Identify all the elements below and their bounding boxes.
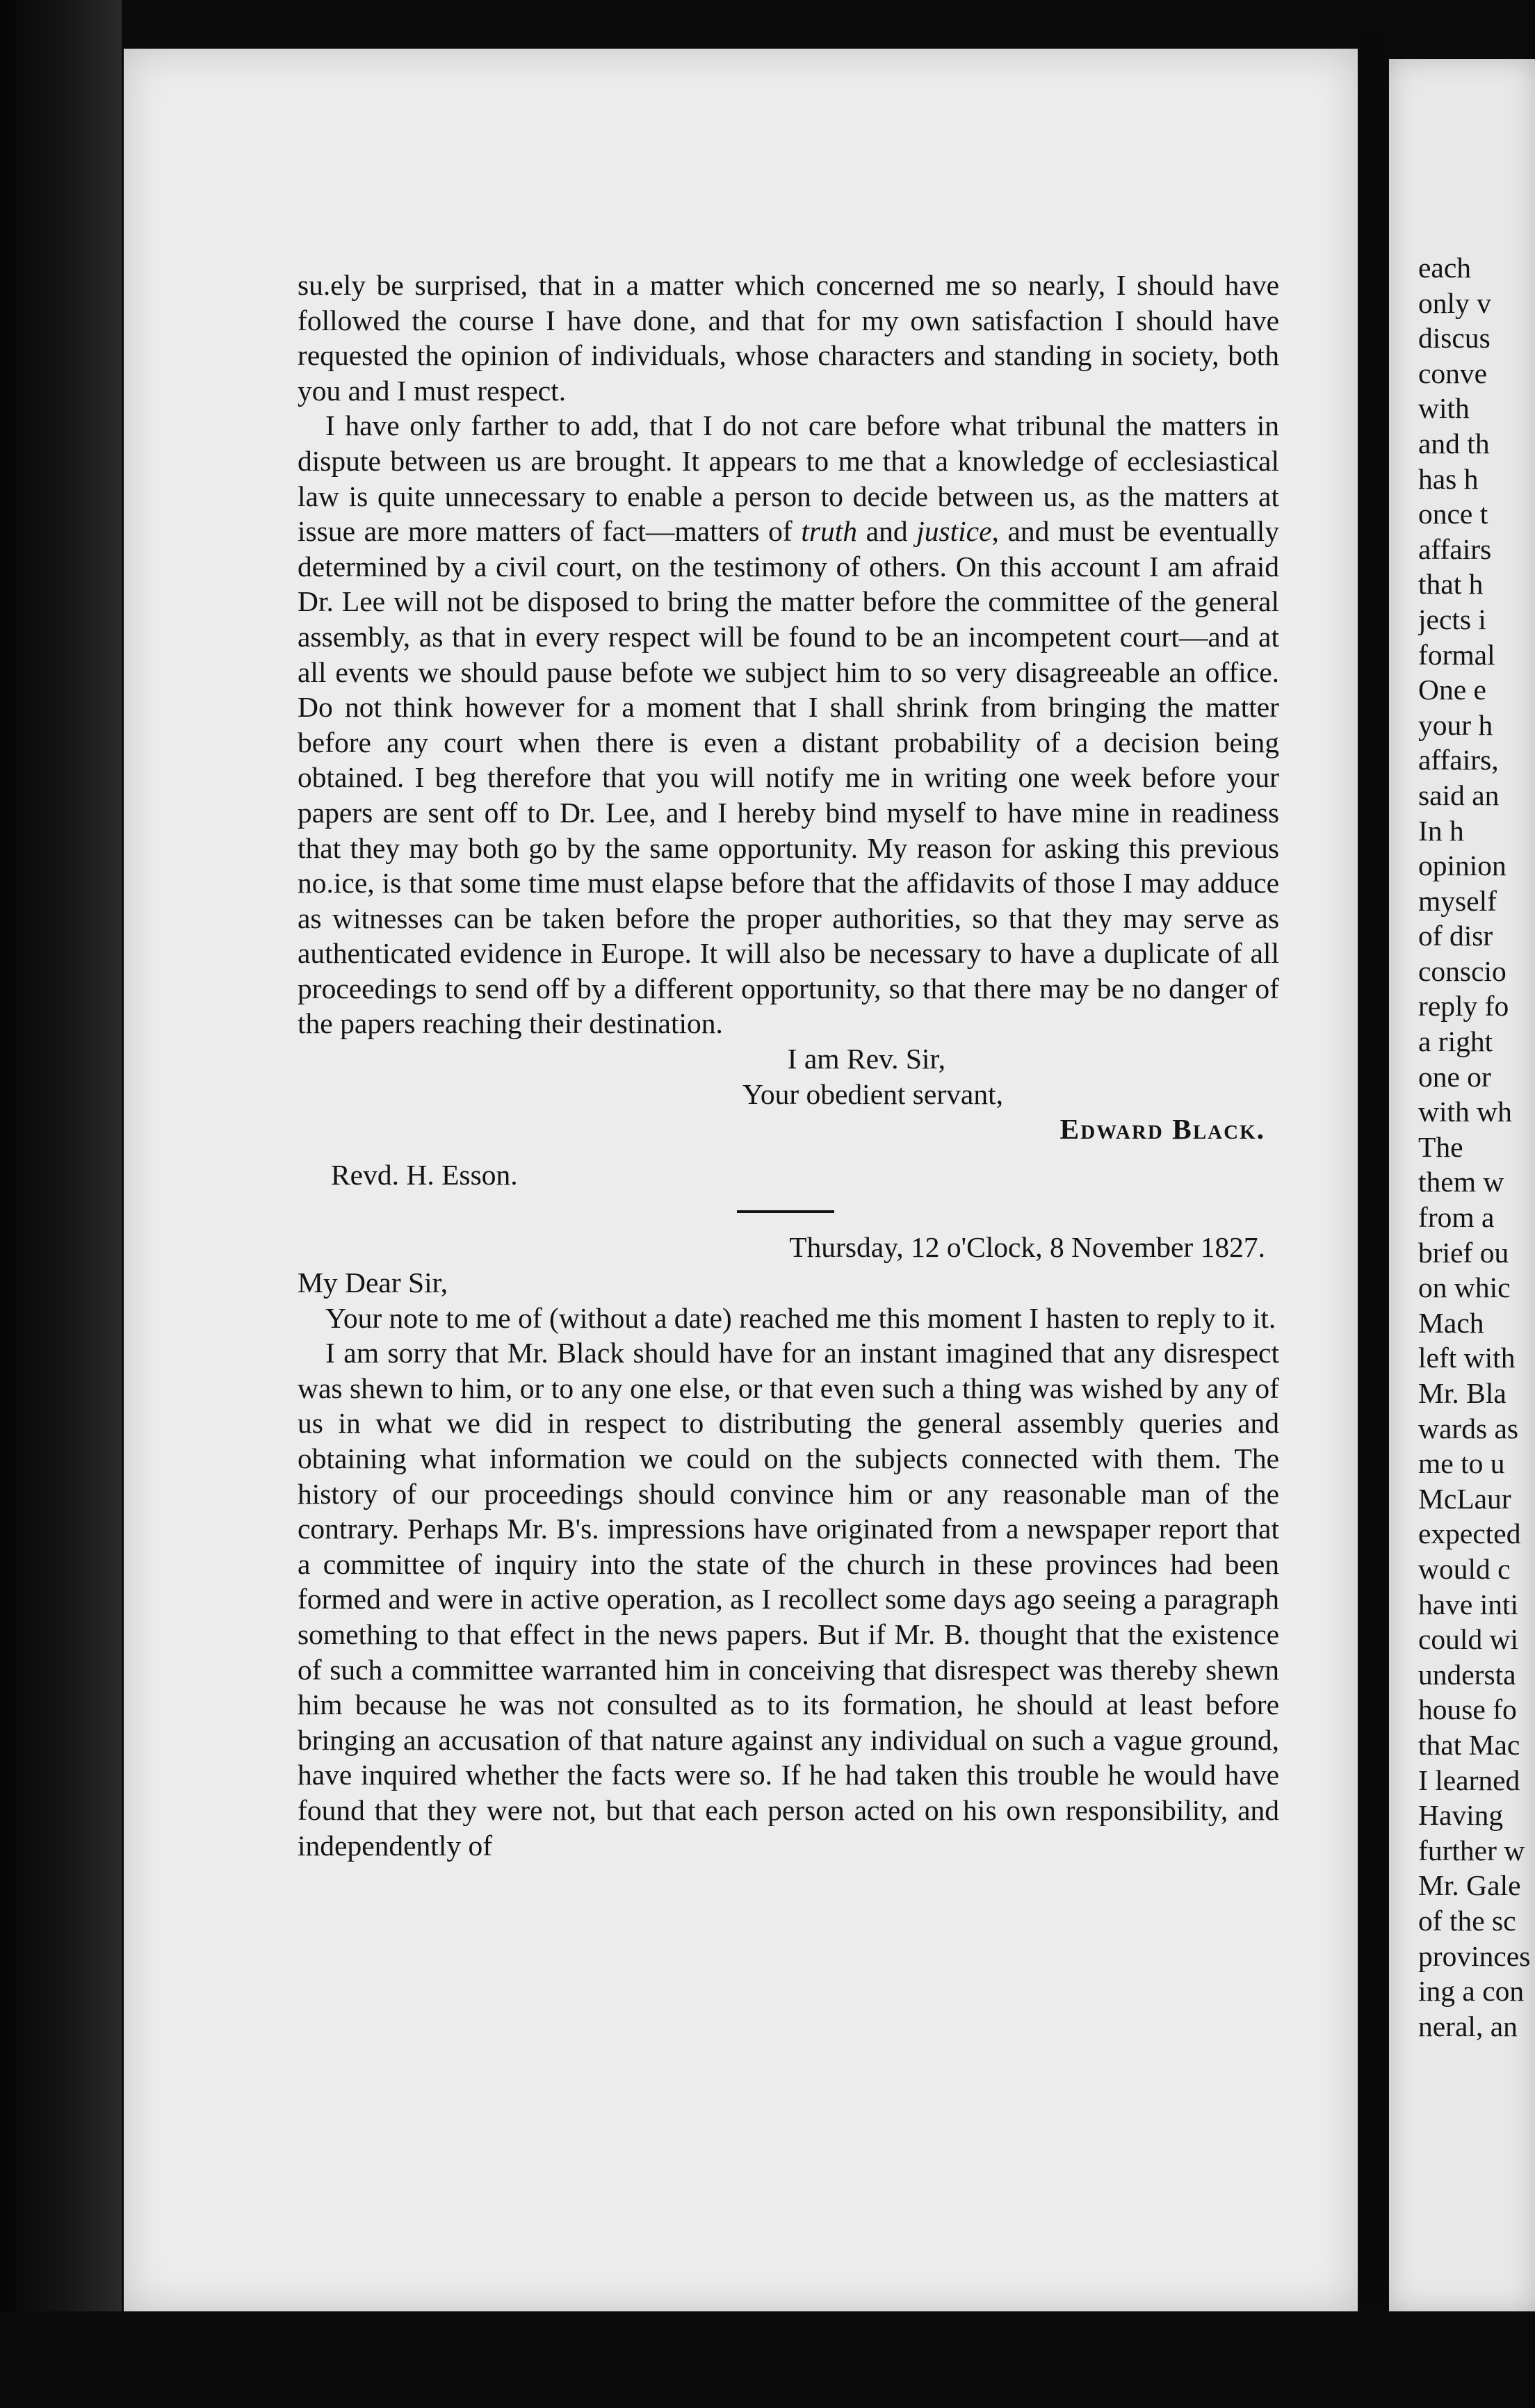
right-column-line: once t xyxy=(1418,498,1488,530)
right-column-line: would c xyxy=(1418,1552,1511,1585)
right-column-line: that h xyxy=(1418,568,1484,601)
right-column-line: from a xyxy=(1418,1201,1495,1234)
emphasis-truth: truth xyxy=(801,515,858,548)
right-column-line: said an xyxy=(1418,779,1500,811)
right-page-text xyxy=(1418,250,1535,2044)
right-column-line: discus xyxy=(1418,322,1491,355)
right-column-line: could wi xyxy=(1418,1623,1519,1656)
signature xyxy=(298,1112,1279,1147)
letter1-paragraph-1: su.ely be surprised, that in a matter which concerned me so nearly, I should have followed the course I have done, and that for my own satisfaction I should have requested the opinion of individuals, whose characters and standing in society, both you and I must respect. xyxy=(298,269,1279,407)
right-column-line: left with xyxy=(1418,1342,1516,1374)
right-column-line: opinion xyxy=(1418,849,1506,882)
right-column-line: them w xyxy=(1418,1166,1504,1198)
scan-left-edge xyxy=(0,0,122,2408)
right-column-line: has h xyxy=(1418,462,1479,495)
right-column-line: each xyxy=(1418,252,1472,284)
right-column-line: one or xyxy=(1418,1060,1491,1093)
letter2-paragraph-1: Your note to me of (without a date) reached me this moment I hasten to reply to it. xyxy=(325,1301,1276,1334)
right-column-line: of the sc xyxy=(1418,1904,1516,1937)
right-column-line: jects i xyxy=(1418,603,1486,635)
right-column-line: provinces xyxy=(1418,1939,1531,1972)
right-column-line: Mach xyxy=(1418,1306,1484,1339)
letter1-paragraph-2 xyxy=(298,408,1279,1041)
paragraph-2-part-a: I have only farther to add, that I do not care before what tribunal the matters in dispute between us are brought. It appears to me that a knowledge of ecclesiastical law is quite unnecessary to enable a person to decide between us, as the matters at issue are more matters of fact—matters of xyxy=(298,409,1279,548)
left-page-text xyxy=(298,268,1279,1863)
letter2-salutation: My Dear Sir, xyxy=(298,1267,448,1299)
letter2-dateline: Thursday, 12 o'Clock, 8 November 1827. xyxy=(789,1231,1265,1264)
right-column-line: ing a con xyxy=(1418,1975,1525,2008)
right-column-line: that Mac xyxy=(1418,1728,1520,1761)
emphasis-justice: justice xyxy=(916,515,992,548)
right-column-line: McLaur xyxy=(1418,1482,1511,1515)
right-column-line: I learned xyxy=(1418,1764,1520,1796)
right-column-line: conve xyxy=(1418,357,1488,389)
right-column-line: with xyxy=(1418,392,1470,425)
addressee: Revd. H. Esson. xyxy=(331,1158,518,1191)
section-divider xyxy=(737,1210,834,1213)
right-column-line: of disr xyxy=(1418,920,1493,952)
signature-name: Edward Black. xyxy=(1059,1113,1265,1146)
right-column-line: and th xyxy=(1418,427,1490,459)
right-column-line: affairs xyxy=(1418,532,1492,565)
right-column-line: conscio xyxy=(1418,954,1506,987)
scan-bottom-edge xyxy=(0,2311,1535,2408)
right-column-line: reply fo xyxy=(1418,990,1509,1023)
right-column-line: only v xyxy=(1418,286,1491,319)
valediction: Your obedient servant, xyxy=(742,1077,1003,1110)
right-column-line: understa xyxy=(1418,1658,1516,1691)
right-column-line: on whic xyxy=(1418,1271,1511,1304)
right-column-line: wards as xyxy=(1418,1412,1519,1445)
right-column-line: me to u xyxy=(1418,1447,1505,1480)
right-column-line: neral, an xyxy=(1418,2010,1518,2042)
paragraph-2-part-b: and xyxy=(857,515,917,548)
right-column-line: Mr. Gale xyxy=(1418,1869,1521,1902)
right-column-line: have inti xyxy=(1418,1588,1519,1620)
right-column-line: formal xyxy=(1418,638,1495,671)
right-column-line: Having xyxy=(1418,1799,1504,1832)
right-column-line: affairs, xyxy=(1418,744,1499,776)
right-column-line: further w xyxy=(1418,1834,1525,1866)
right-column-line: a right xyxy=(1418,1025,1493,1058)
right-column-line: expected xyxy=(1418,1518,1521,1550)
right-column-line: with wh xyxy=(1418,1096,1512,1128)
right-column-line: The xyxy=(1418,1130,1463,1163)
right-column-line: your h xyxy=(1418,708,1493,741)
right-column-line: One e xyxy=(1418,674,1486,706)
right-column-line: In h xyxy=(1418,814,1464,847)
right-column-line: house fo xyxy=(1418,1693,1517,1726)
right-column-line: brief ou xyxy=(1418,1236,1509,1269)
closing: I am Rev. Sir, xyxy=(787,1043,945,1075)
right-column-line: myself xyxy=(1418,884,1497,917)
book-gutter xyxy=(1358,28,1389,2343)
letter2-paragraph-2: I am sorry that Mr. Black should have for an instant imagined that any disrespect was shewn to him, or to any one else, or that even such a thing was wished by any of us in what we did in respect to distributing the general assembly queries and obtaining what information we could on the subjects connected with them. The history of our proceedings should convince him or any reasonable man of the contrary. Perhaps Mr. B's. impressions have originated from a newspaper report that a committee of inquiry into the state of the church in these provinces had been formed and were in active operation, as I recollect some days ago seeing a paragraph something to that effect in the news papers. But if Mr. B. thought that the existence of such a committee warranted him in conceiving that disrespect was thereby shewn him because he was not consulted as to its formation, he should at least before bringing an accusation of that nature against any individual on such a vague ground, have inquired whether the facts were so. If he had taken this trouble he would have found that they were not, but that each person acted on his own responsibility, and independently of xyxy=(298,1337,1279,1862)
closing-line xyxy=(298,1041,1279,1077)
paragraph-2-part-c: , and must be eventually determined by a civil court, on the testimony of others. On this account I am afraid Dr. Lee will not be disposed to bring the matter before the committee of the general assembly, as that in every respect will be found to be an incompetent court—and at all events we should pause befote we subject him to so very disagreeable an office. Do not think however for a moment that I shall shrink from bringing the matter before any court when there is even a distant probability of a decision being obtained. I beg therefore that you will notify me in writing one week before your papers are sent off to Dr. Lee, and I hereby bind myself to have mine in readiness that they may both go by the same opportunity. My reason for asking this previous no.ice, is that some time must elapse before that the affidavits of those I may adduce as witnesses can be taken before the proper authorities, so that they may serve as authenticated evidence in Europe. It will also be necessary to have a duplicate of all proceedings to send off by a different opportunity, so that there may be no danger of the papers reaching their destination. xyxy=(298,515,1279,1040)
right-column-line: Mr. Bla xyxy=(1418,1377,1506,1409)
